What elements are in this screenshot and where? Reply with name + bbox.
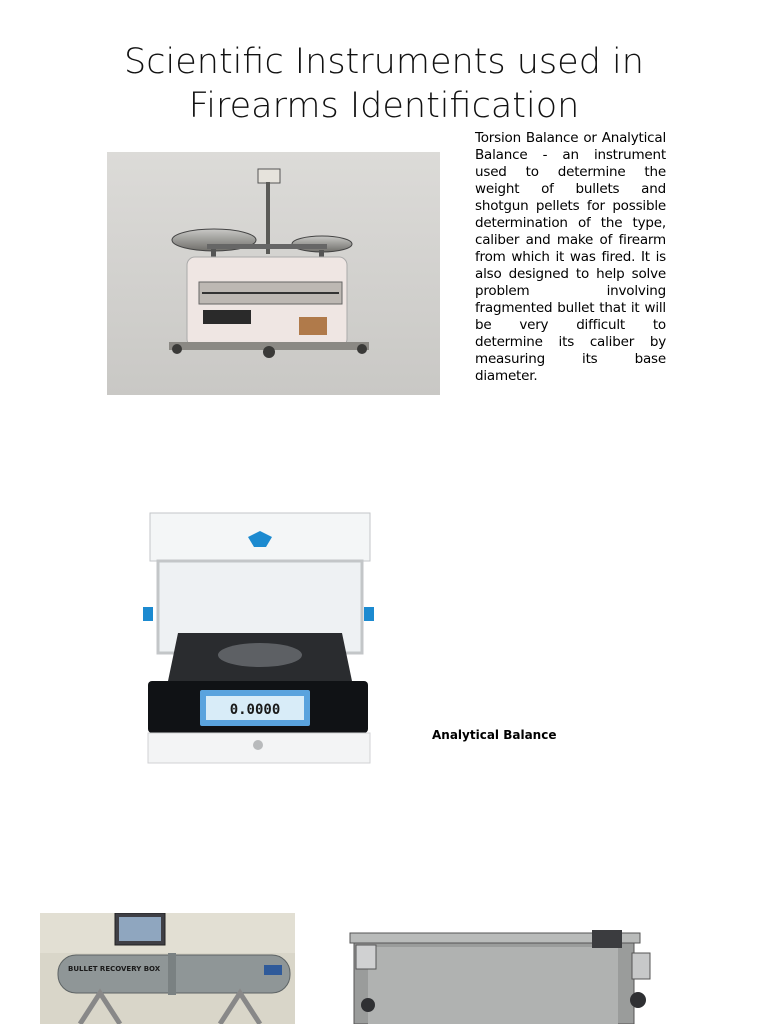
title-line-2: Firearms Identification (188, 86, 580, 126)
instrument-description: Torsion Balance or Analytical Balance - an instrument used to determine the weight of bullets and shotgun pellets for possible determination of the type, caliber and make of firearm from which it was fired. It is also designed to help solve problem involving fragmented bullet that it will be very difficult to determine its caliber by measuring its base diameter. (475, 130, 666, 384)
display-reading: 0.0000 (229, 702, 281, 718)
water-recovery-tank-image (348, 925, 662, 1024)
torsion-balance-image (107, 152, 440, 395)
recovery-box-label: BULLET RECOVERY BOX (68, 965, 161, 973)
bullet-recovery-box-image (40, 913, 295, 1024)
analytical-balance-image (140, 505, 380, 770)
page-title (0, 40, 768, 128)
title-line-1: Scientific Instruments used in (124, 42, 644, 82)
analytical-balance-caption: Analytical Balance (432, 728, 557, 742)
